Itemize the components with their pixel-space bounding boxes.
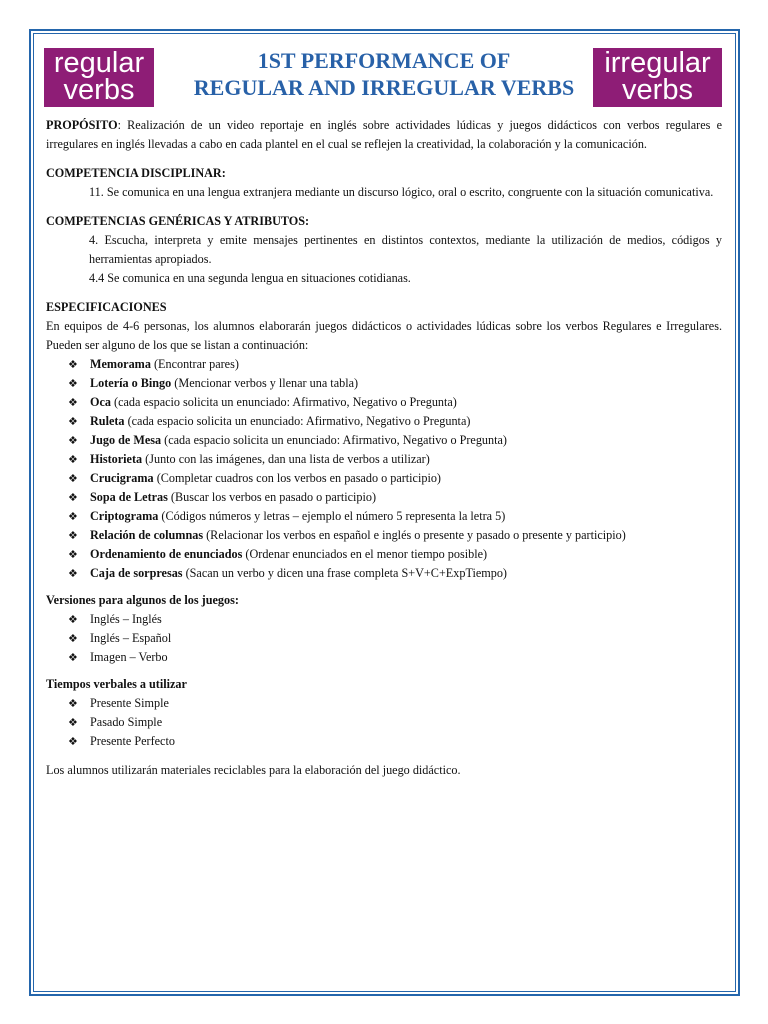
game-name: Lotería o Bingo (90, 376, 172, 390)
page-title (156, 47, 612, 101)
logo-right-line2: verbs (622, 73, 693, 106)
game-desc: (Códigos números y letras – ejemplo el número 5 representa la letra 5) (158, 509, 506, 523)
game-item (68, 564, 722, 583)
game-name: Caja de sorpresas (90, 566, 183, 580)
competencias-genericas-item: 4. Escucha, interpreta y emite mensajes pertinentes en distintos contextos, mediante la utilización de medios, códigos y herramientas apropiados. (89, 233, 722, 266)
diamond-bullet-icon: ❖ (68, 735, 78, 748)
diamond-bullet-icon: ❖ (68, 415, 78, 428)
tense-item (68, 694, 722, 713)
game-item (68, 526, 722, 545)
diamond-bullet-icon: ❖ (68, 651, 78, 664)
game-desc: (Mencionar verbos y llenar una tabla) (171, 376, 359, 390)
game-item (68, 469, 722, 488)
game-name: Sopa de Letras (90, 490, 168, 504)
version-text: Inglés – Inglés (90, 612, 162, 626)
game-name: Oca (90, 395, 111, 409)
game-desc: (Junto con las imágenes, dan una lista de verbos a utilizar) (142, 452, 430, 466)
game-desc: (Buscar los verbos en pasado o participio) (167, 490, 377, 504)
regular-verbs-logo (44, 48, 154, 107)
tense-item (68, 732, 722, 751)
diamond-bullet-icon: ❖ (68, 377, 78, 390)
version-text: Inglés – Español (90, 631, 172, 645)
diamond-bullet-icon: ❖ (68, 491, 78, 504)
game-item (68, 488, 722, 507)
tense-text: Presente Perfecto (90, 734, 175, 748)
game-name: Crucigrama (90, 471, 154, 485)
title-line1: 1ST PERFORMANCE OF (257, 48, 511, 73)
version-item (68, 610, 722, 629)
irregular-verbs-logo (593, 48, 722, 107)
competencia-disciplinar-text: 11. Se comunica en una lengua extranjera mediante un discurso lógico, oral o escrito, congruente con la situación comunicativa. (89, 185, 714, 199)
game-name: Ordenamiento de enunciados (90, 547, 243, 561)
game-desc: (Completar cuadros con los verbos en pasado o participio) (153, 471, 441, 485)
diamond-bullet-icon: ❖ (68, 472, 78, 485)
versiones-heading: Versiones para algunos de los juegos: (46, 593, 239, 607)
logo-left-line1: regular (53, 46, 145, 79)
games-list (46, 355, 722, 583)
diamond-bullet-icon: ❖ (68, 697, 78, 710)
game-item (68, 545, 722, 564)
diamond-bullet-icon: ❖ (68, 529, 78, 542)
game-name: Relación de columnas (90, 528, 204, 542)
game-item (68, 374, 722, 393)
diamond-bullet-icon: ❖ (68, 453, 78, 466)
game-name: Memorama (90, 357, 151, 371)
competencias-genericas-heading: COMPETENCIAS GENÉRICAS Y ATRIBUTOS: (46, 214, 310, 228)
tiempos-heading: Tiempos verbales a utilizar (46, 677, 187, 691)
especificaciones-intro: En equipos de 4-6 personas, los alumnos elaborarán juegos didácticos o actividades lúdicas sobre los verbos Regulares e Irregulares. Pueden ser alguno de los que se listan a continuación: (46, 319, 722, 352)
especificaciones-heading: ESPECIFICACIONES (46, 300, 167, 314)
competencia-disciplinar-heading: COMPETENCIA DISCIPLINAR: (46, 166, 226, 180)
game-item (68, 355, 722, 374)
proposito-paragraph (46, 116, 722, 154)
version-item (68, 629, 722, 648)
diamond-bullet-icon: ❖ (68, 510, 78, 523)
game-name: Jugo de Mesa (90, 433, 162, 447)
competencias-genericas-item: 4.4 Se comunica en una segunda lengua en situaciones cotidianas. (89, 271, 411, 285)
game-desc: (Relacionar los verbos en español e inglés o presente y pasado o presente y participio) (203, 528, 626, 542)
version-text: Imagen – Verbo (90, 650, 168, 664)
diamond-bullet-icon: ❖ (68, 613, 78, 626)
closing-note: Los alumnos utilizarán materiales reciclables para la elaboración del juego didáctico. (46, 763, 461, 777)
diamond-bullet-icon: ❖ (68, 567, 78, 580)
game-desc: (Sacan un verbo y dicen una frase completa S+V+C+ExpTiempo) (182, 566, 507, 580)
game-item (68, 393, 722, 412)
game-name: Criptograma (90, 509, 159, 523)
tense-text: Presente Simple (90, 696, 169, 710)
game-item (68, 507, 722, 526)
versiones-list (46, 610, 722, 667)
game-desc: (Encontrar pares) (150, 357, 239, 371)
game-desc: (cada espacio solicita un enunciado: Afirmativo, Negativo o Pregunta) (161, 433, 507, 447)
proposito-text: : Realización de un video reportaje en inglés sobre actividades lúdicas y juegos didácticos con verbos regulares e irregulares en inglés llevadas a cabo en cada plantel en el cual se reflejen la creatividad, la colaboración y la comunicación. (46, 118, 722, 151)
tense-text: Pasado Simple (90, 715, 163, 729)
logo-right-line1: irregular (604, 46, 711, 79)
game-name: Historieta (90, 452, 143, 466)
game-desc: (cada espacio solicita un enunciado: Afirmativo, Negativo o Pregunta) (110, 395, 457, 409)
diamond-bullet-icon: ❖ (68, 716, 78, 729)
diamond-bullet-icon: ❖ (68, 548, 78, 561)
game-item (68, 431, 722, 450)
game-item (68, 412, 722, 431)
document-body (46, 116, 722, 780)
tiempos-list (46, 694, 722, 751)
tense-item (68, 713, 722, 732)
game-desc: (cada espacio solicita un enunciado: Afirmativo, Negativo o Pregunta) (124, 414, 471, 428)
diamond-bullet-icon: ❖ (68, 396, 78, 409)
game-desc: (Ordenar enunciados en el menor tiempo posible) (242, 547, 488, 561)
proposito-label: PROPÓSITO (46, 118, 118, 132)
diamond-bullet-icon: ❖ (68, 434, 78, 447)
game-name: Ruleta (90, 414, 125, 428)
title-line2: REGULAR AND IRREGULAR VERBS (193, 75, 575, 100)
logo-left-line2: verbs (63, 73, 135, 106)
version-item (68, 648, 722, 667)
diamond-bullet-icon: ❖ (68, 632, 78, 645)
game-item (68, 450, 722, 469)
diamond-bullet-icon: ❖ (68, 358, 78, 371)
